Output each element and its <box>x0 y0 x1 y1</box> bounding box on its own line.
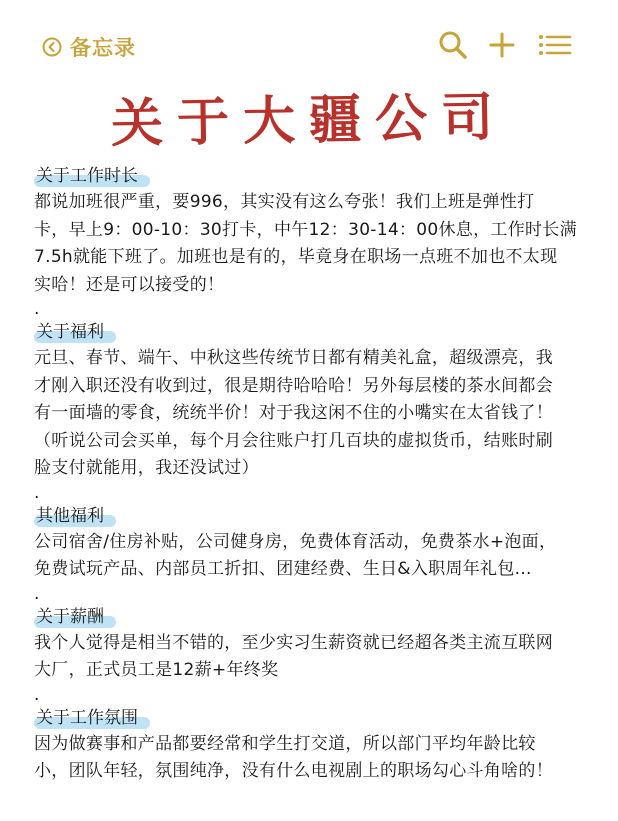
paragraph-line: 才刚入职还没有收到过，很是期待哈哈哈！另外每层楼的茶水间都会 <box>34 375 553 396</box>
section-benefits <box>34 319 592 503</box>
paragraph-line: 7.5h就能下班了。加班也是有的，毕竟身在职场一点班不加也不太现 <box>34 247 558 267</box>
section-salary <box>34 604 592 705</box>
section-heading: 关于薪酬 <box>34 604 106 630</box>
section-other-benefits <box>34 503 592 604</box>
paragraph-line: 我个人觉得是相当不错的，至少实习生薪资就已经超各类主流互联网 <box>34 632 553 653</box>
section-work-hours <box>34 163 592 319</box>
menu-icon[interactable] <box>538 30 572 60</box>
separator-dot: . <box>34 482 40 503</box>
paragraph-line: 有一面墙的零食，统统半价！对于我这闲不住的小嘴实在太省钱了！ <box>34 403 553 423</box>
paragraph-line: 大厂，正式员工是12薪+年终奖 <box>34 660 279 680</box>
paragraph-line: 都说加班很严重，要996，其实没有这么夸张！我们上班是弹性打 <box>34 192 535 212</box>
section-atmosphere <box>34 705 592 786</box>
paragraph-line: （听说公司会买单，每个月会往账户打几百块的虚拟货币，结账时刷 <box>34 430 553 451</box>
back-icon <box>42 37 62 57</box>
paragraph-line: 实哈！还是可以接受的！ <box>34 274 225 295</box>
plus-icon[interactable] <box>488 30 516 60</box>
paragraph-line: 免费试玩产品、内部员工折扣、团建经费、生日&入职周年礼包... <box>34 559 532 579</box>
separator-dot: . <box>34 583 40 604</box>
section-heading: 关于工作氛围 <box>34 705 140 731</box>
paragraph-line: 卡，早上9：00-10：30打卡，中午12：30-14：00休息，工作时长满 <box>34 219 577 240</box>
top-bar <box>0 28 618 68</box>
paragraph-line: 元旦、春节、端午、中秋这些传统节日都有精美礼盒，超级漂亮，我 <box>34 348 553 368</box>
back-button[interactable] <box>42 32 136 62</box>
note-content <box>34 163 592 786</box>
paragraph-line: 公司宿舍/住房补贴，公司健身房，免费体育活动，免费茶水+泡面， <box>34 531 557 552</box>
section-heading: 其他福利 <box>34 503 106 529</box>
page-title: 关于大疆公司 <box>110 86 508 155</box>
paragraph-line: 小，团队年轻，氛围纯净，没有什么电视剧上的职场勾心斗角啥的！ <box>34 761 553 781</box>
separator-dot: . <box>34 299 40 319</box>
section-heading: 关于工作时长 <box>34 163 140 189</box>
section-heading: 关于福利 <box>34 319 106 345</box>
paragraph-line: 脸支付就能用，我还没试过） <box>34 458 259 478</box>
separator-dot: . <box>34 684 40 705</box>
back-label: 备忘录 <box>70 36 136 60</box>
search-icon[interactable] <box>438 30 468 60</box>
paragraph-line: 因为做赛事和产品都要经常和学生打交道，所以部门平均年龄比较 <box>34 733 536 754</box>
